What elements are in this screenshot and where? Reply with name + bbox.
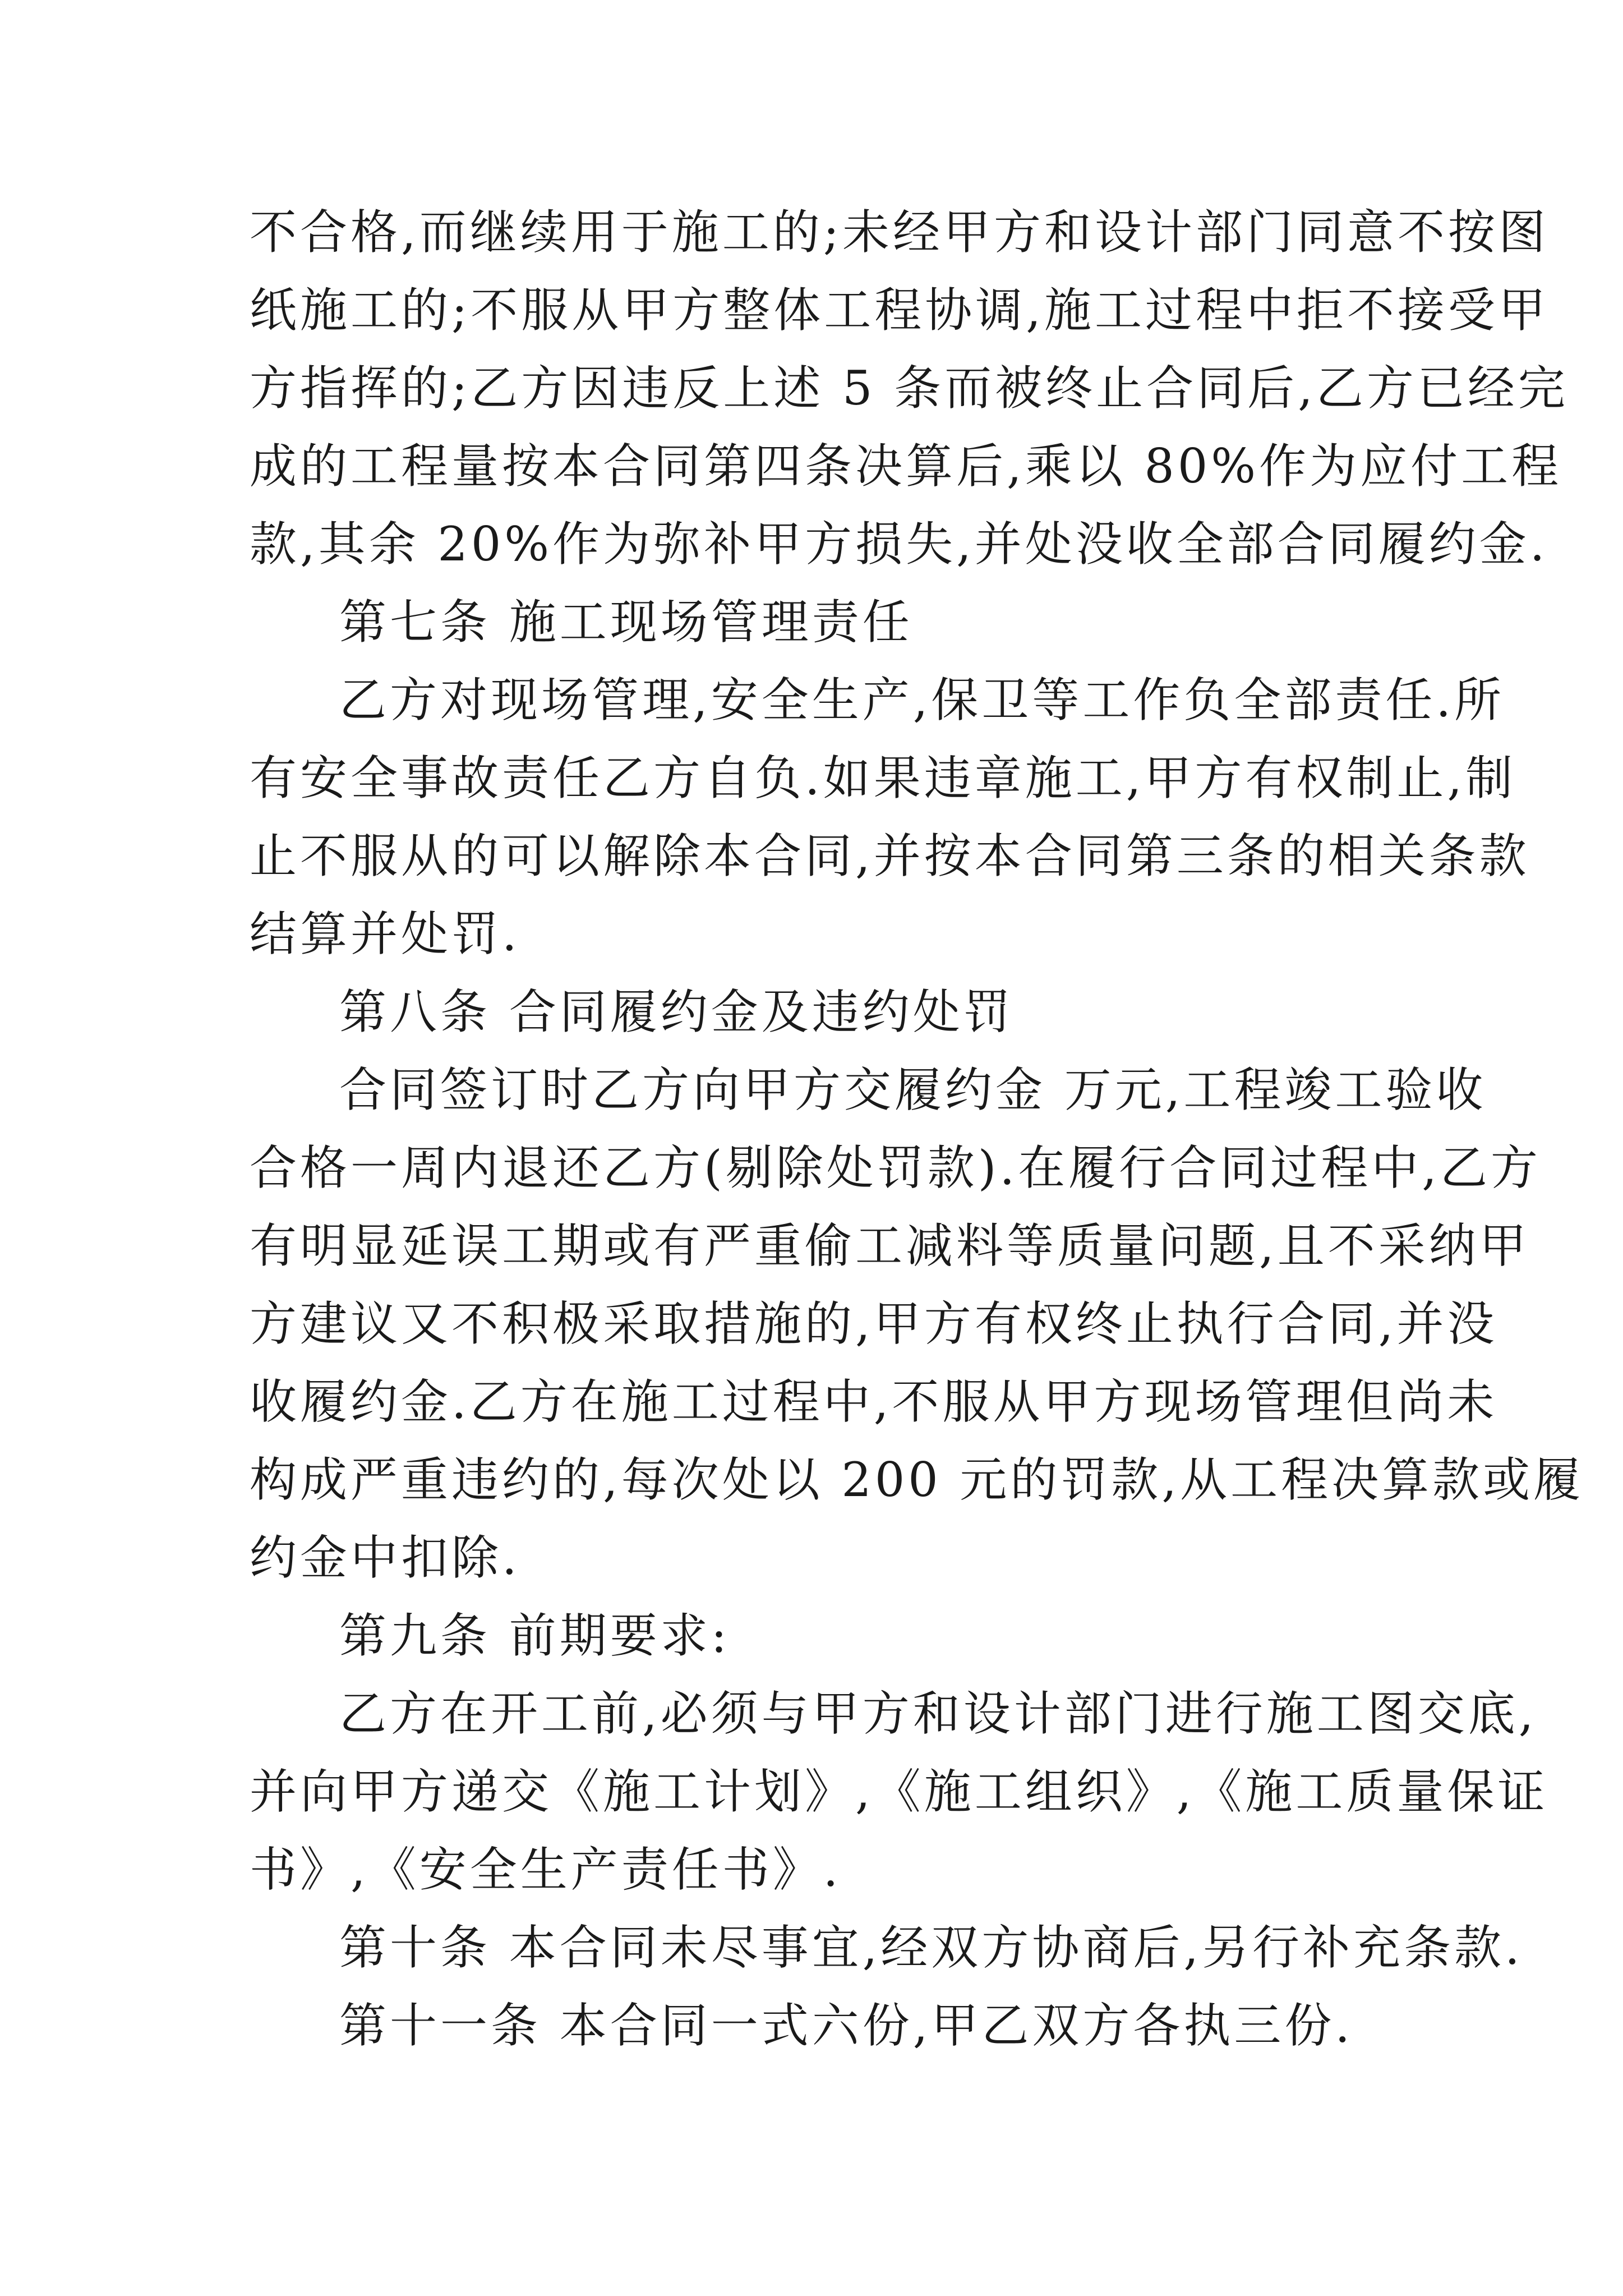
text-line: 方指挥的;乙方因违反上述 5 条而被终止合同后,乙方已经完 bbox=[250, 361, 1569, 416]
contract-text bbox=[250, 194, 1584, 2065]
text-line: 乙方对现场管理,安全生产,保卫等工作负全部责任.所 bbox=[339, 673, 1505, 728]
text-line: 纸施工的;不服从甲方整体工程协调,施工过程中拒不接受甲 bbox=[250, 283, 1550, 338]
text-line: 合格一周内退还乙方(剔除处罚款).在履行合同过程中,乙方 bbox=[250, 1140, 1541, 1195]
text-line: 合同签订时乙方向甲方交履约金 万元,工程竣工验收 bbox=[339, 1062, 1487, 1117]
text-line: 款,其余 20%作为弥补甲方损失,并处没收全部合同履约金. bbox=[250, 517, 1548, 572]
text-line: 不合格,而继续用于施工的;未经甲方和设计部门同意不按图 bbox=[250, 205, 1550, 260]
article-9-heading: 第九条 前期要求: bbox=[339, 1608, 731, 1663]
text-line: 约金中扣除. bbox=[250, 1530, 520, 1585]
text-line: 有明显延误工期或有严重偷工减料等质量问题,且不采纳甲 bbox=[250, 1218, 1530, 1273]
text-line: 构成严重违约的,每次处以 200 元的罚款,从工程决算款或履 bbox=[250, 1452, 1584, 1507]
text-line: 收履约金.乙方在施工过程中,不服从甲方现场管理但尚未 bbox=[250, 1374, 1498, 1429]
article-8-heading: 第八条 合同履约金及违约处罚 bbox=[339, 984, 1014, 1039]
article-7-heading: 第七条 施工现场管理责任 bbox=[339, 595, 913, 650]
text-line: 成的工程量按本合同第四条决算后,乘以 80%作为应付工程 bbox=[250, 439, 1562, 494]
text-line: 有安全事故责任乙方自负.如果违章施工,甲方有权制止,制 bbox=[250, 751, 1516, 806]
text-line: 并向甲方递交《施工计划》,《施工组织》,《施工质量保证 bbox=[250, 1764, 1548, 1819]
text-line: 止不服从的可以解除本合同,并按本合同第三条的相关条款 bbox=[250, 829, 1530, 884]
text-line: 结算并处罚. bbox=[250, 907, 520, 961]
article-10-line: 第十条 本合同未尽事宜,经双方协商后,另行补充条款. bbox=[339, 1920, 1523, 1975]
text-line: 乙方在开工前,必须与甲方和设计部门进行施工图交底, bbox=[339, 1686, 1537, 1741]
article-11-line: 第十一条 本合同一式六份,甲乙双方各执三份. bbox=[339, 1998, 1354, 2053]
text-line: 书》,《安全生产责任书》. bbox=[250, 1842, 842, 1897]
text-line: 方建议又不积极采取措施的,甲方有权终止执行合同,并没 bbox=[250, 1296, 1498, 1351]
